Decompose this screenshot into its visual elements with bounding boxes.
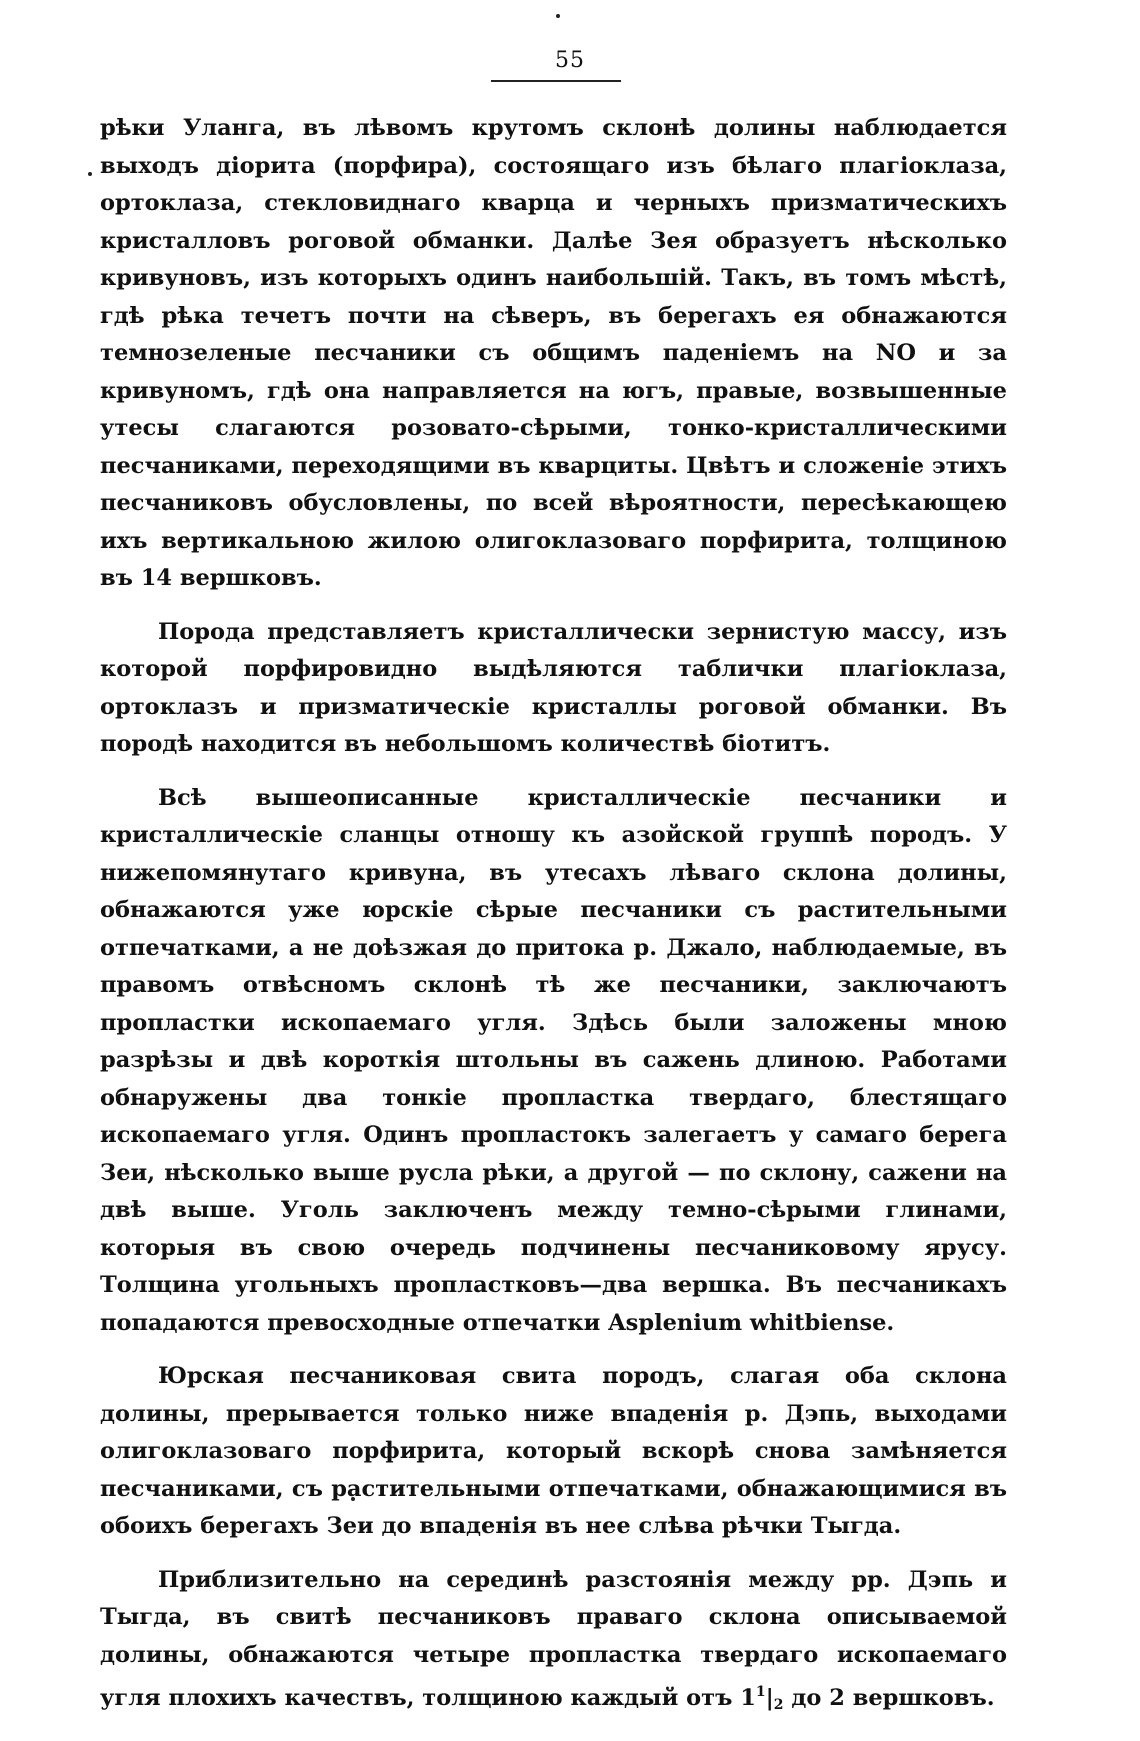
paragraph-4: Юрская песчаниковая свита породъ, слагая оба склона долины, прерывается только ниже впаденія р. Дэпь, выходами олигоклазоваго порфирита, который вскорѣ снова замѣняется песчаниками, съ растительными отпечатками, обнажающимися въ обоихъ берегахъ Зеи до впаденія въ нее слѣва рѣчки Тыгда. xyxy=(100,1363,1007,1539)
fraction-whole: 1 xyxy=(740,1685,756,1711)
paragraph-1: рѣки Уланга, въ лѣвомъ крутомъ склонѣ долины наблюдается выходъ діорита (порфира), состоящаго изъ бѣлаго плагіоклаза, ортоклаза, стекловиднаго кварца и черныхъ призматическихъ кристалловъ роговой обманки. Далѣе Зея образуетъ нѣсколько кривуновъ, изъ которыхъ одинъ наибольшій. Такъ, въ томъ мѣстѣ, гдѣ рѣка течетъ почти на сѣверъ, въ берегахъ ея обнажаются темнозеленые песчаники съ общимъ паденіемъ на NO и за кривуномъ, гдѣ она направляется на югъ, правые, возвышенные утесы слагаются розовато-сѣрыми, тонко-кристаллическими песчаниками, переходящими въ кварциты. Цвѣтъ и сложеніе этихъ песчаниковъ обусловлены, по всей вѣроятности, пересѣкающею ихъ вертикальною жилою олигоклазоваго порфирита, толщиною въ 14 вершковъ. xyxy=(100,115,1007,591)
body-text xyxy=(100,110,1007,1741)
fraction-denominator: 2 xyxy=(773,1697,784,1713)
page-number: 55 xyxy=(555,48,585,73)
page-number-rule xyxy=(491,80,621,82)
margin-speck xyxy=(88,172,92,176)
fraction-numerator: 1 xyxy=(755,1684,766,1700)
mixed-fraction: $1^1|_2$ xyxy=(740,1684,784,1713)
paragraph-5-text: Приблизительно на серединѣ разстоянія между рр. Дэпь и Тыгда, въ свитѣ песчаниковъ праваго склона описываемой долины, обнажаются четыре пропластка твердаго ископаемаго угля плохихъ качествъ, толщиною каждый отъ xyxy=(100,1566,1007,1711)
paragraph-3: Всѣ вышеописанные кристаллическіе песчаники и кристаллическіе сланцы отношу къ азойской группѣ породъ. У нижепомянутаго кривуна, въ утесахъ лѣваго склона долины, обнажаются уже юрскіе сѣрые песчаники съ растительными отпечатками, а не доѣзжая до притока р. Джало, наблюдаемые, въ правомъ отвѣсномъ склонѣ тѣ же песчаники, заключаютъ пропластки ископаемаго угля. Здѣсь были заложены мною разрѣзы и двѣ короткія штольны въ сажень длиною. Работами обнаружены два тонкіе пропластка твердаго, блестящаго ископаемаго угля. Одинъ пропластокъ залегаетъ у самаго берега Зеи, нѣсколько выше русла рѣки, а другой — по склону, сажени на двѣ выше. Уголь заключенъ между темно-сѣрыми глинами, которыя въ свою очередь подчинены песчаниковому ярусу. Толщина угольныхъ пропластковъ—два вершка. Въ песчаникахъ попадаются превосходные отпечатки Asplenium whitbiense. xyxy=(100,784,1007,1336)
paragraph-5 xyxy=(100,1562,1007,1725)
paragraph-2: Порода представляетъ кристаллически зернистую массу, изъ которой порфировидно выдѣляются таблички плагіоклаза, ортоклазъ и призматическіе кристаллы роговой обманки. Въ породѣ находится въ небольшомъ количествѣ біотитъ. xyxy=(100,618,1007,757)
paragraph-5-tail: до 2 вершковъ. xyxy=(791,1685,995,1711)
margin-speck xyxy=(556,14,560,18)
